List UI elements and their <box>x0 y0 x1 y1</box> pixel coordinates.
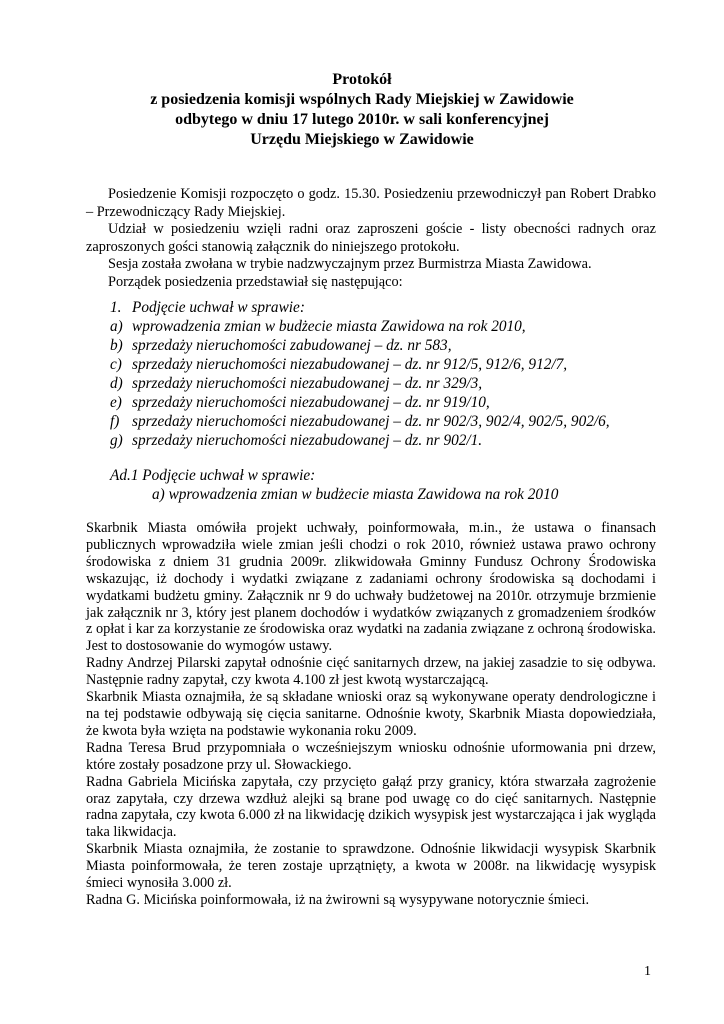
list-text: sprzedaży nieruchomości niezabudowanej – dz. nr 919/10, <box>132 394 490 411</box>
body-paragraph: Radna G. Micińska poinformowała, iż na żwirowni są wysypywane notorycznie śmieci. <box>86 891 590 908</box>
list-marker: d) <box>110 375 123 392</box>
intro-paragraph: Posiedzenie Komisji rozpoczęto o godz. 15.30. Posiedzeniu przewodniczył pan Robert Drabko – Przewodniczący Rady Miejskiej. <box>86 186 656 220</box>
body-paragraph: Radna Teresa Brud przypomniała o wcześniejszym wniosku odnośnie uformowania pni drzew, które zostały posadzone przy ul. Słowackiego. <box>86 739 656 773</box>
list-marker: e) <box>110 394 122 411</box>
list-marker: f) <box>110 413 120 430</box>
list-text: Podjęcie uchwał w sprawie: <box>132 299 305 316</box>
ad1-section <box>110 466 670 504</box>
body-paragraph: Skarbnik Miasta oznajmiła, że są składane wnioski oraz są wykonywane operaty dendrologiczne i na tej podstawie odbywają się cięcia sanitarne. Odnośnie kwoty, Skarbnik Miasta dopowiedziała, że kwota była wzięta na podstawie wykonania roku 2009. <box>86 689 656 739</box>
list-item <box>110 374 670 393</box>
list-item <box>110 355 670 374</box>
list-text: wprowadzenia zmian w budżecie miasta Zawidowa na rok 2010, <box>132 318 526 335</box>
title-line-3: odbytego w dniu 17 lutego 2010r. w sali konferencyjnej <box>175 111 549 128</box>
list-item <box>110 431 670 450</box>
list-item <box>110 412 670 431</box>
list-item <box>110 336 670 355</box>
body-paragraph: Radny Andrzej Pilarski zapytał odnośnie cięć sanitarnych drzew, na jakiej zasadzie to się odbywa. Następnie radny zapytał, czy kwota 4.100 zł jest kwotą wystarczającą. <box>86 655 656 689</box>
list-text: sprzedaży nieruchomości zabudowanej – dz. nr 583, <box>132 337 452 354</box>
page-number: 1 <box>644 964 651 979</box>
agenda-list <box>110 298 670 450</box>
ad1-heading: Ad.1 Podjęcie uchwał w sprawie: <box>110 467 316 484</box>
list-marker: g) <box>110 432 123 449</box>
intro-section <box>86 186 656 292</box>
body-paragraph: Skarbnik Miasta omówiła projekt uchwały, poinformowała, m.in., że ustawa o finansach publicznych wprowadziła wiele zmian jeśli chodzi o rok 2010, również ustawa prawo ochrony środowiska z dniem 31 grudnia 2009r. zlikwidowała Gminny Fundusz Ochrony Środowiska wskazując, iż dochody i wydatki związane z zadaniami ochrony środowiska są dochodami i wydatkami budżetu gminy. Załącznik nr 9 do uchwały budżetowej na 2010r. otrzymuje brzmienie jak załącznik nr 3, który jest planem dochodów i wydatków związanych z gromadzeniem środków z opłat i kar za korzystanie ze środowiska oraz wydatki na zadania związane z ochroną środowiska. Jest to dostosowanie do wymogów ustawy. <box>86 520 656 655</box>
body-section <box>86 520 656 909</box>
list-marker: c) <box>110 356 122 373</box>
list-text: sprzedaży nieruchomości niezabudowanej – dz. nr 912/5, 912/6, 912/7, <box>132 356 568 373</box>
list-item <box>110 317 670 336</box>
title-line-2: z posiedzenia komisji wspólnych Rady Miejskiej w Zawidowie <box>150 91 574 108</box>
intro-paragraph: Udział w posiedzeniu wzięli radni oraz zaproszeni goście - listy obecności radnych oraz zaproszonych gości stanowią załącznik do niniejszego protokołu. <box>86 221 656 255</box>
intro-paragraph: Porządek posiedzenia przedstawiał się następująco: <box>108 273 403 290</box>
list-text: sprzedaży nieruchomości niezabudowanej – dz. nr 902/1. <box>132 432 483 449</box>
agenda-heading <box>110 298 670 317</box>
body-paragraph: Skarbnik Miasta oznajmiła, że zostanie to sprawdzone. Odnośnie likwidacji wysypisk Skarbnik Miasta poinformowała, że teren zostaje uprzątnięty, a kwota w 2008r. na likwidację wysypisk śmieci wynosiła 3.000 zł. <box>86 841 656 892</box>
list-item <box>110 393 670 412</box>
title-line-1: Protokół <box>332 71 392 88</box>
body-paragraph: Radna Gabriela Micińska zapytała, czy przycięto gałąź przy granicy, która stwarzała zagrożenie oraz zapytała, czy drzewa wzdłuż alejki są brane pod uwagę co do cięć sanitarnych. Następnie radna zapytała, czy kwota 6.000 zł na likwidację dzikich wysypisk jest wystarczająca i jak wygląda taka likwidacja. <box>86 773 656 841</box>
list-marker: a) <box>110 318 123 335</box>
document-title <box>86 70 638 150</box>
ad1-subheading: a) wprowadzenia zmian w budżecie miasta Zawidowa na rok 2010 <box>152 486 559 503</box>
intro-paragraph: Sesja została zwołana w trybie nadzwyczajnym przez Burmistrza Miasta Zawidowa. <box>108 256 592 273</box>
list-text: sprzedaży nieruchomości niezabudowanej – dz. nr 329/3, <box>132 375 483 392</box>
list-marker: b) <box>110 337 123 354</box>
title-line-4: Urzędu Miejskiego w Zawidowie <box>250 131 474 148</box>
list-marker: 1. <box>110 299 122 316</box>
list-text: sprzedaży nieruchomości niezabudowanej – dz. nr 902/3, 902/4, 902/5, 902/6, <box>132 413 610 430</box>
